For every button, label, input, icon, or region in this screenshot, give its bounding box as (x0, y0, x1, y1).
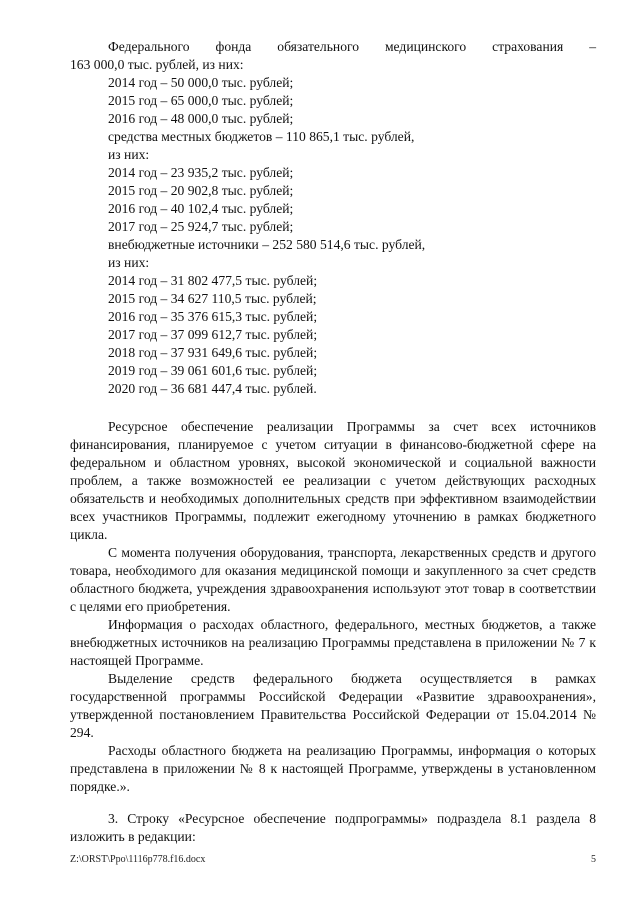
text-line: 2016 год – 35 376 615,3 тыс. рублей; (108, 309, 318, 324)
text-line: внебюджетные источники – 252 580 514,6 тыс. рублей, (108, 237, 426, 252)
text-line: 2018 год – 37 931 649,6 тыс. рублей; (108, 345, 318, 360)
paragraph: С момента получения оборудования, транспорта, лекарственных средств и другого товара, необходимого для оказания медицинской помощи и закупленного за счет средств областного бюджета, учреждения здравоохранения используют этот товар в соответствии с целями его приобретения. (70, 545, 596, 614)
paragraph: Расходы областного бюджета на реализацию Программы, информация о которых представлена в приложении № 8 к настоящей Программе, утверждены в установленном порядке.». (70, 743, 596, 794)
text-line: 2020 год – 36 681 447,4 тыс. рублей. (108, 381, 317, 396)
text-line: 2016 год – 40 102,4 тыс. рублей; (108, 201, 294, 216)
text-line: 2014 год – 23 935,2 тыс. рублей; (108, 165, 294, 180)
text-line: Федерального фонда обязательного медицинского страхования – (108, 39, 596, 54)
spacer (70, 796, 596, 810)
paragraph: Ресурсное обеспечение реализации Программы за счет всех источников финансирования, планируемое с учетом ситуации в финансово-бюджетной сфере на федеральном и областном уровнях, высокой экономической и социальной важности проблем, а также возможностей ее реализации с учетом действующих расходных обязательств и необходимых дополнительных средств при эффективном взаимодействии всех участников Программы, подлежит ежегодному уточнению в рамках бюджетного цикла. (70, 419, 596, 542)
text-line: 2015 год – 34 627 110,5 тыс. рублей; (108, 291, 317, 306)
text-line: 2017 год – 25 924,7 тыс. рублей; (108, 219, 294, 234)
text-line: из них: (108, 147, 150, 162)
spacer (70, 398, 596, 418)
text-line: 2015 год – 20 902,8 тыс. рублей; (108, 183, 294, 198)
paragraph: Выделение средств федерального бюджета осуществляется в рамках государственной программы Российской Федерации «Развитие здравоохранения», утвержденной постановлением Правительства Российской Федерации от 15.04.2014 № 294. (70, 671, 596, 740)
text-line: 163 000,0 тыс. рублей, из них: (70, 57, 244, 72)
paragraph: Информация о расходах областного, федерального, местных бюджетов, а также внебюджетных источников на реализацию Программы представлена в приложении № 7 к настоящей Программе. (70, 617, 596, 668)
document-body (70, 38, 596, 846)
text-line: средства местных бюджетов – 110 865,1 тыс. рублей, (108, 129, 415, 144)
file-path: Z:\ORST\Ppo\1116p778.f16.docx (70, 854, 206, 865)
text-line: 2016 год – 48 000,0 тыс. рублей; (108, 111, 294, 126)
text-line: 2015 год – 65 000,0 тыс. рублей; (108, 93, 294, 108)
text-line: 2017 год – 37 099 612,7 тыс. рублей; (108, 327, 318, 342)
text-line: 2014 год – 50 000,0 тыс. рублей; (108, 75, 294, 90)
text-line: 2019 год – 39 061 601,6 тыс. рублей; (108, 363, 318, 378)
paragraph: 3. Строку «Ресурсное обеспечение подпрограммы» подраздела 8.1 раздела 8 изложить в редакции: (70, 811, 596, 844)
text-line: из них: (108, 255, 150, 270)
text-line: 2014 год – 31 802 477,5 тыс. рублей; (108, 273, 318, 288)
page-number: 5 (591, 854, 596, 865)
